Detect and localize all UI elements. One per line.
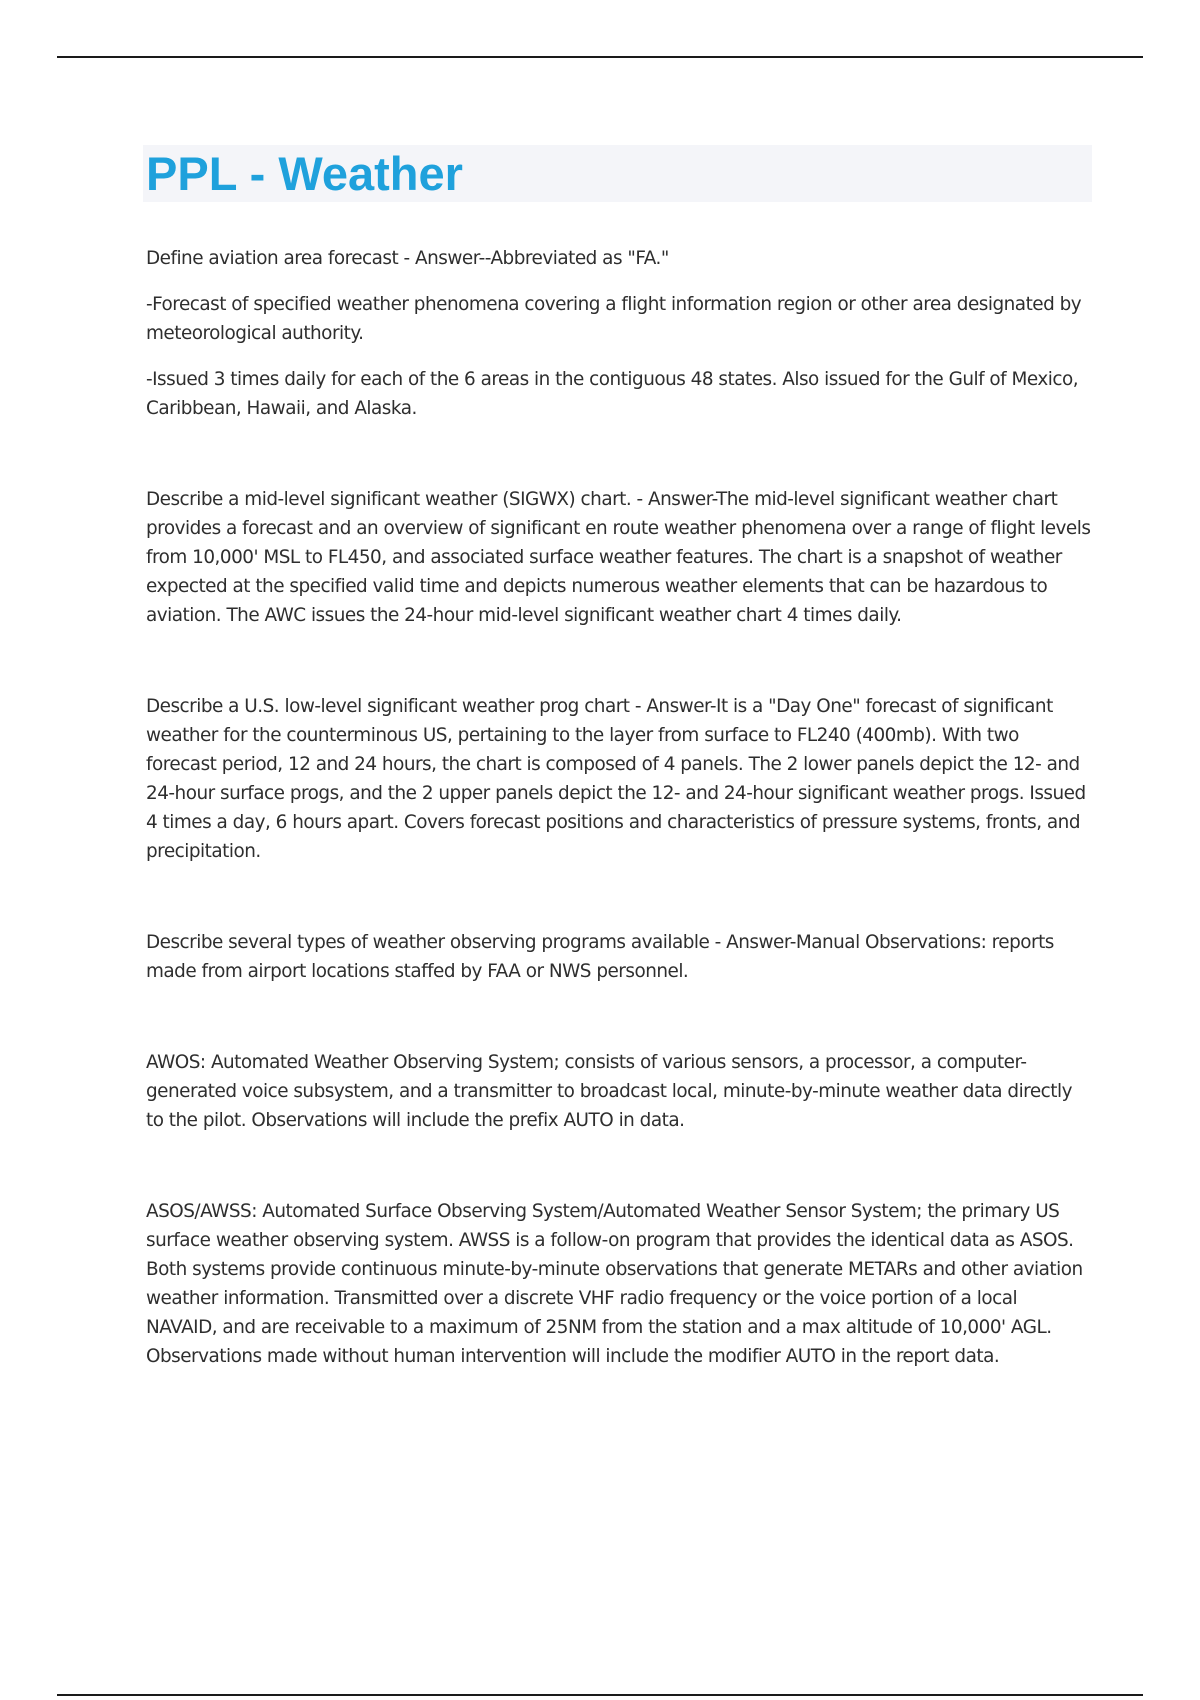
page-title: PPL - Weather <box>146 147 463 200</box>
top-rule <box>57 56 1143 58</box>
document-body <box>146 244 1092 1371</box>
paragraph-asos-awss: ASOS/AWSS: Automated Surface Observing System/Automated Weather Sensor System; the primary US surface weather observing system. AWSS is a follow-on program that provides the identical data as ASOS. Both systems provide continuous minute-by-minute observations that generate METARs and other aviation weather information. Transmitted over a discrete VHF radio frequency or the voice portion of a local NAVAID, and are receivable to a maximum of 25NM from the station and a max altitude of 10,000' AGL. Observations made without human intervention will include the modifier AUTO in the report data. <box>146 1201 1083 1367</box>
paragraph-fa-issued: -Issued 3 times daily for each of the 6 areas in the contiguous 48 states. Also issued for the Gulf of Mexico, Caribbean, Hawaii, and Alaska. <box>146 369 1079 419</box>
title-band <box>143 145 1092 202</box>
bottom-rule <box>57 1694 1143 1696</box>
paragraph-observing-programs: Describe several types of weather observing programs available - Answer-Manual Observations: reports made from airport locations staffed by FAA or NWS personnel. <box>146 932 1054 982</box>
paragraph-low-level-prog: Describe a U.S. low-level significant weather prog chart - Answer-It is a "Day One" forecast of significant weather for the counterminous US, pertaining to the layer from surface to FL240 (400mb). With two forecast period, 12 and 24 hours, the chart is composed of 4 panels. The 2 lower panels depict the 12- and 24-hour surface progs, and the 2 upper panels depict the 12- and 24-hour significant weather progs. Issued 4 times a day, 6 hours apart. Covers forecast positions and characteristics of pressure systems, fronts, and precipitation. <box>146 696 1086 862</box>
paragraph-fa-forecast: -Forecast of specified weather phenomena covering a flight information region or other area designated by meteorological authority. <box>146 294 1082 344</box>
paragraph-fa-definition: Define aviation area forecast - Answer--Abbreviated as "FA." <box>146 248 669 269</box>
paragraph-awos: AWOS: Automated Weather Observing System; consists of various sensors, a processor, a computer-generated voice subsystem, and a transmitter to broadcast local, minute-by-minute weather data directly to the pilot. Observations will include the prefix AUTO in data. <box>146 1052 1072 1131</box>
paragraph-sigwx-chart: Describe a mid-level significant weather (SIGWX) chart. - Answer-The mid-level significant weather chart provides a forecast and an overview of significant en route weather phenomena over a range of flight levels from 10,000' MSL to FL450, and associated surface weather features. The chart is a snapshot of weather expected at the specified valid time and depicts numerous weather elements that can be hazardous to aviation. The AWC issues the 24-hour mid-level significant weather chart 4 times daily. <box>146 489 1091 626</box>
